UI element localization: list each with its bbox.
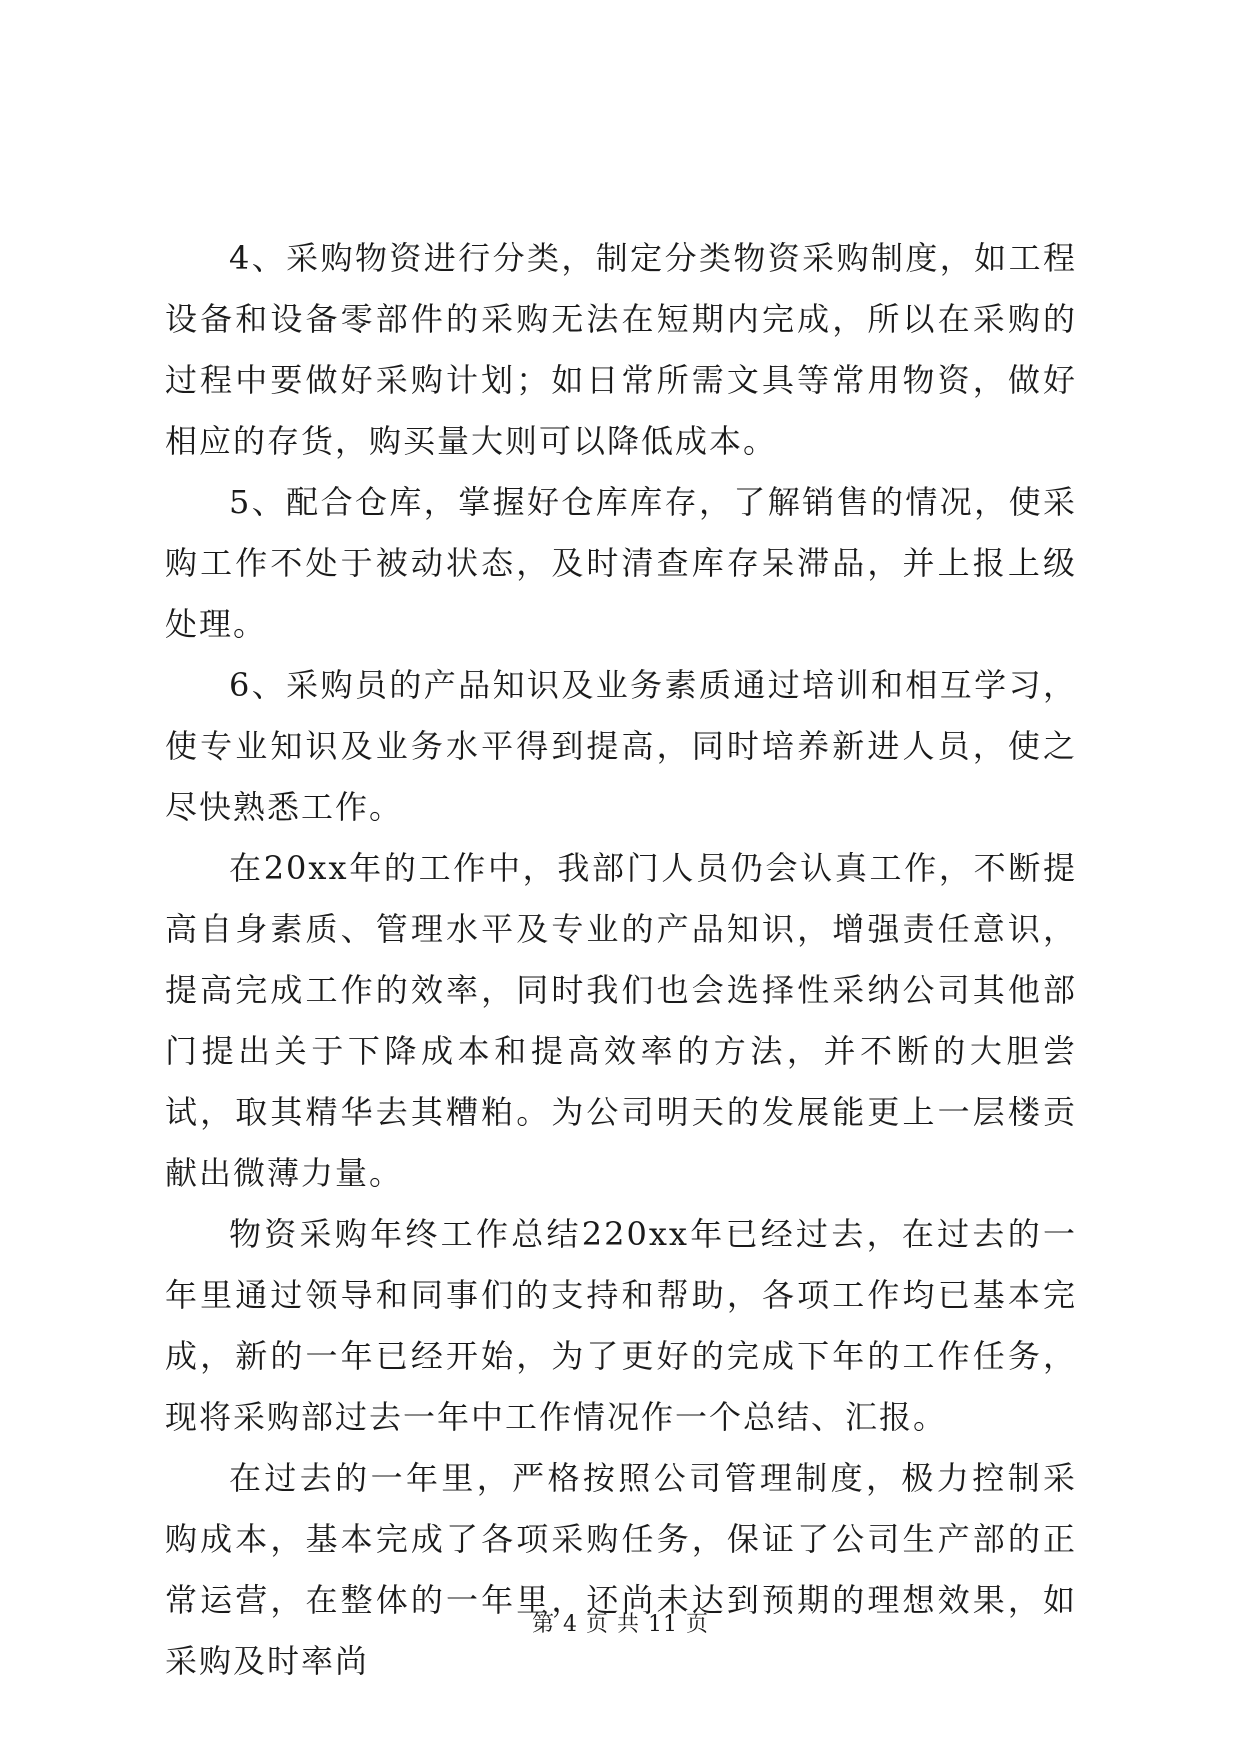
document-body [165, 228, 1077, 1692]
paragraph-summary-intro: 物资采购年终工作总结220xx年已经过去，在过去的一年里通过领导和同事们的支持和帮助，各项工作均已基本完成，新的一年已经开始，为了更好的完成下年的工作任务，现将采购部过去一年中工作情况作一个总结、汇报。 [165, 1215, 1077, 1436]
paragraph-item-4: 4、采购物资进行分类，制定分类物资采购制度，如工程设备和设备零部件的采购无法在短期内完成，所以在采购的过程中要做好采购计划；如日常所需文具等常用物资，做好相应的存货，购买量大则可以降低成本。 [165, 239, 1077, 460]
page-number-footer: 第 4 页 共 11 页 [532, 1612, 709, 1637]
paragraph-plan: 在20xx年的工作中，我部门人员仍会认真工作，不断提高自身素质、管理水平及专业的产品知识，增强责任意识，提高完成工作的效率，同时我们也会选择性采纳公司其他部门提出关于下降成本和提高效率的方法，并不断的大胆尝试，取其精华去其糟粕。为公司明天的发展能更上一层楼贡献出微薄力量。 [165, 849, 1077, 1192]
paragraph-item-6: 6、采购员的产品知识及业务素质通过培训和相互学习，使专业知识及业务水平得到提高，同时培养新进人员，使之尽快熟悉工作。 [165, 666, 1077, 826]
paragraph-item-5: 5、配合仓库，掌握好仓库库存，了解销售的情况，使采购工作不处于被动状态，及时清查库存呆滞品，并上报上级处理。 [165, 483, 1077, 643]
paragraph-summary-body: 在过去的一年里，严格按照公司管理制度，极力控制采购成本，基本完成了各项采购任务，保证了公司生产部的正常运营，在整体的一年里，还尚未达到预期的理想效果，如采购及时率尚 [165, 1459, 1077, 1680]
